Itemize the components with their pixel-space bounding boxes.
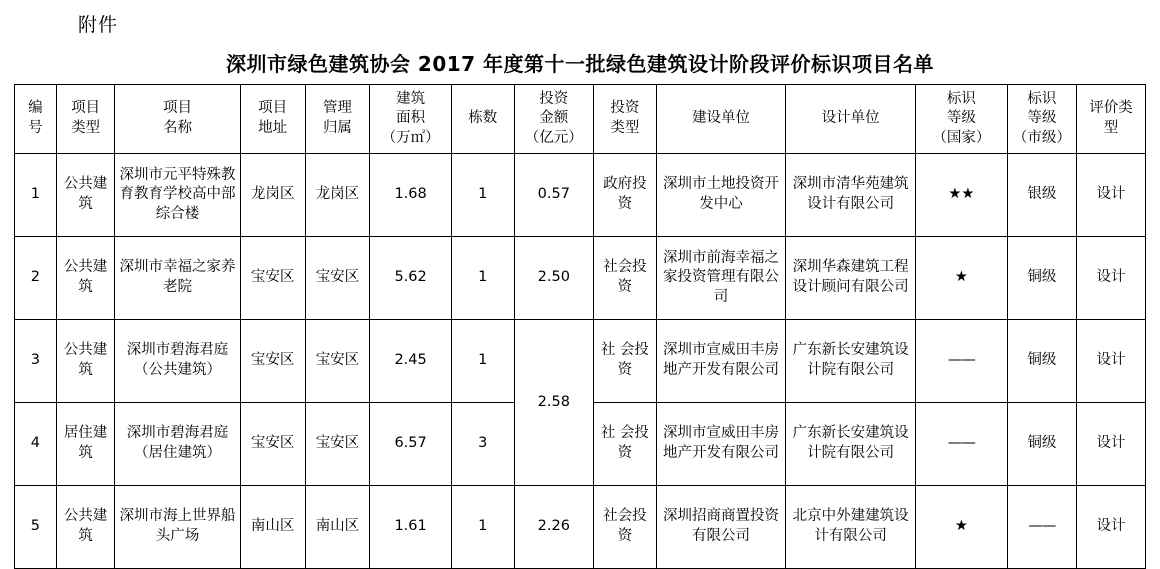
- cell-project-name: 深圳市海上世界船头广场: [115, 486, 240, 569]
- header-project-type: 项目 类型: [56, 85, 115, 154]
- cell-invest-type: 政府投资: [594, 154, 657, 237]
- cell-builder: 深圳市宣威田丰房地产开发有限公司: [656, 403, 786, 486]
- header-project-address: 项目 地址: [240, 85, 305, 154]
- cell-area: 5.62: [370, 237, 452, 320]
- header-buildings: 栋数: [451, 85, 514, 154]
- cell-designer: 广东新长安建筑设计院有限公司: [786, 320, 916, 403]
- header-admin: 管理 归属: [305, 85, 370, 154]
- cell-invest-type: 社 会投资: [594, 320, 657, 403]
- cell-no: 1: [15, 154, 57, 237]
- page-title: 深圳市绿色建筑协会 2017 年度第十一批绿色建筑设计阶段评价标识项目名单: [225, 52, 935, 76]
- table-row: [15, 154, 1146, 237]
- cell-project-address: 宝安区: [240, 237, 305, 320]
- cell-label-city: 银级: [1007, 154, 1076, 237]
- cell-admin: 宝安区: [305, 320, 370, 403]
- cell-eval-type: 设计: [1076, 154, 1145, 237]
- cell-investment: 2.26: [514, 486, 593, 569]
- cell-project-name: 深圳市碧海君庭（居住建筑）: [115, 403, 240, 486]
- cell-project-type: 公共建筑: [56, 154, 115, 237]
- cell-eval-type: 设计: [1076, 403, 1145, 486]
- cell-designer: 北京中外建建筑设计有限公司: [786, 486, 916, 569]
- cell-buildings: 3: [451, 403, 514, 486]
- header-label-national: 标识 等级 （国家）: [915, 85, 1007, 154]
- cell-project-name: 深圳市碧海君庭（公共建筑）: [115, 320, 240, 403]
- table-row: [15, 237, 1146, 320]
- table-row: [15, 486, 1146, 569]
- cell-project-type: 公共建筑: [56, 320, 115, 403]
- cell-area: 6.57: [370, 403, 452, 486]
- project-list-table: [14, 84, 1146, 569]
- cell-designer: 深圳华森建筑工程设计顾问有限公司: [786, 237, 916, 320]
- cell-admin: 宝安区: [305, 237, 370, 320]
- header-eval-type: 评价类 型: [1076, 85, 1145, 154]
- header-project-name: 项目 名称: [115, 85, 240, 154]
- cell-project-name: 深圳市元平特殊教育教育学校高中部综合楼: [115, 154, 240, 237]
- cell-project-type: 居住建筑: [56, 403, 115, 486]
- cell-builder: 深圳市前海幸福之家投资管理有限公司: [656, 237, 786, 320]
- header-no: 编 号: [15, 85, 57, 154]
- cell-buildings: 1: [451, 320, 514, 403]
- cell-invest-type: 社 会投资: [594, 403, 657, 486]
- header-invest-type: 投资 类型: [594, 85, 657, 154]
- cell-admin: 南山区: [305, 486, 370, 569]
- cell-eval-type: 设计: [1076, 237, 1145, 320]
- cell-buildings: 1: [451, 237, 514, 320]
- cell-label-national: ★: [915, 486, 1007, 569]
- cell-area: 1.68: [370, 154, 452, 237]
- cell-admin: 宝安区: [305, 403, 370, 486]
- attachment-label: 附件: [78, 14, 119, 36]
- header-area: 建筑 面积 （万㎡）: [370, 85, 452, 154]
- cell-project-address: 宝安区: [240, 403, 305, 486]
- cell-buildings: 1: [451, 486, 514, 569]
- cell-designer: 深圳市清华苑建筑设计有限公司: [786, 154, 916, 237]
- cell-label-city: 铜级: [1007, 403, 1076, 486]
- cell-invest-type: 社会投资: [594, 237, 657, 320]
- cell-eval-type: 设计: [1076, 486, 1145, 569]
- cell-eval-type: 设计: [1076, 320, 1145, 403]
- cell-no: 4: [15, 403, 57, 486]
- cell-area: 1.61: [370, 486, 452, 569]
- cell-project-type: 公共建筑: [56, 486, 115, 569]
- table-header-row: [15, 85, 1146, 154]
- cell-label-city: 铜级: [1007, 320, 1076, 403]
- cell-label-national: ★: [915, 237, 1007, 320]
- cell-label-city: ——: [1007, 486, 1076, 569]
- cell-no: 5: [15, 486, 57, 569]
- cell-project-address: 龙岗区: [240, 154, 305, 237]
- cell-label-national: ——: [915, 320, 1007, 403]
- cell-project-name: 深圳市幸福之家养老院: [115, 237, 240, 320]
- cell-label-national: ★★: [915, 154, 1007, 237]
- cell-invest-type: 社会投资: [594, 486, 657, 569]
- cell-no: 2: [15, 237, 57, 320]
- cell-label-city: 铜级: [1007, 237, 1076, 320]
- header-builder: 建设单位: [656, 85, 786, 154]
- cell-investment: 2.50: [514, 237, 593, 320]
- cell-project-type: 公共建筑: [56, 237, 115, 320]
- header-investment: 投资 金额 （亿元）: [514, 85, 593, 154]
- cell-investment-merged: 2.58: [514, 320, 593, 486]
- cell-label-national: ——: [915, 403, 1007, 486]
- cell-no: 3: [15, 320, 57, 403]
- cell-project-address: 宝安区: [240, 320, 305, 403]
- cell-builder: 深圳招商商置投资有限公司: [656, 486, 786, 569]
- header-label-city: 标识 等级 （市级）: [1007, 85, 1076, 154]
- cell-investment: 0.57: [514, 154, 593, 237]
- table-row: [15, 320, 1146, 403]
- cell-area: 2.45: [370, 320, 452, 403]
- cell-admin: 龙岗区: [305, 154, 370, 237]
- cell-buildings: 1: [451, 154, 514, 237]
- cell-project-address: 南山区: [240, 486, 305, 569]
- cell-builder: 深圳市土地投资开发中心: [656, 154, 786, 237]
- cell-builder: 深圳市宣威田丰房地产开发有限公司: [656, 320, 786, 403]
- header-designer: 设计单位: [786, 85, 916, 154]
- cell-designer: 广东新长安建筑设计院有限公司: [786, 403, 916, 486]
